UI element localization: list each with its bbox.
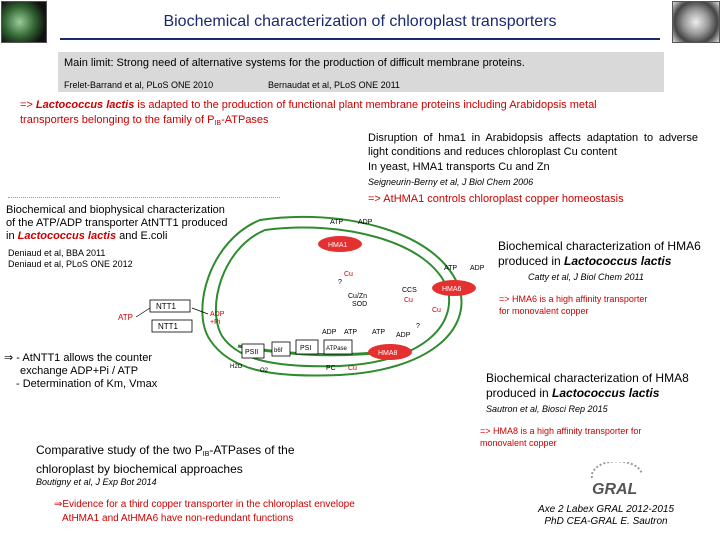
atpase-adp: ADP: [322, 329, 337, 336]
gral-logo: [582, 462, 652, 498]
hma8-adp: ADP: [396, 332, 411, 339]
hma1-label: HMA1: [328, 242, 348, 249]
hma6-question: ?: [416, 323, 420, 330]
pc-cu: Cu: [348, 365, 357, 372]
hma1-disruption-text: Disruption of hma1 in Arabidopsis affects adaptation to adverse light conditions and reduces chloroplast Cu content: [368, 132, 698, 158]
hma6-adp: ADP: [470, 265, 485, 272]
ref-bernaudat: Bernaudat et al, PLoS ONE 2011: [268, 80, 400, 90]
atpase-atp: ATP: [344, 329, 358, 336]
hma6-label: HMA6: [442, 286, 462, 293]
hma1-conclusion: => AtHMA1 controls chloroplast copper homeostasis: [368, 193, 624, 205]
b6f-label: b6f: [274, 348, 283, 354]
pc-label: PC: [326, 365, 336, 372]
hma6-conclusion: => HMA6 is a high affinity transporter for monovalent copper: [499, 294, 648, 316]
hma8-label: HMA8: [378, 350, 398, 357]
ntt1-label-2: NTT1: [158, 322, 178, 331]
atpase-label: ATPase: [326, 346, 347, 352]
hma1-cu: Cu: [344, 271, 353, 278]
hma1-atp: ATP: [330, 219, 344, 226]
ntt1-adp: ADP: [210, 311, 225, 318]
ref-frelet: Frelet-Barrand et al, PLoS ONE 2010: [64, 80, 214, 90]
lactococcus-statement-line2: transporters belonging to the family of $P_{IB}$-ATPases: [20, 114, 269, 127]
comparative-ref: Boutigny et al, J Exp Bot 2014: [36, 477, 157, 487]
ntt1-arrow-out: [192, 308, 208, 314]
hma1-question: ?: [338, 279, 342, 286]
ntt1-atp: ATP: [118, 313, 133, 322]
hma6-cu: Cu: [432, 307, 441, 314]
page-title: Biochemical characterization of chloroplast transporters: [163, 13, 557, 30]
o2-label: O2: [260, 368, 269, 374]
main-limit-text: Main limit: Strong need of alternative systems for the production of difficult membrane proteins.: [64, 57, 525, 69]
hma8-ref: Sautron et al, Biosci Rep 2015: [486, 404, 608, 414]
hma6-ref: Catty et al, J Biol Chem 2011: [528, 272, 644, 282]
hma1-ref: Seigneurin-Berny et al, J Biol Chem 2006: [368, 177, 534, 187]
comparative-evidence: ⇒Evidence for a third copper transporter in the chloroplast envelope AtHMA1 and AtHMA6 have non-redundant functions: [54, 499, 355, 524]
credits: Axe 2 Labex GRAL 2012-2015 PhD CEA-GRAL E. Sautron: [537, 504, 675, 527]
chloroplast-diagram: [110, 200, 490, 380]
hma8-conclusion: => HMA8 is a high affinity transporter for monovalent copper: [480, 426, 642, 448]
svg-text:GRAL: GRAL: [592, 481, 638, 498]
ntt1-divider: [8, 197, 280, 198]
psii-label: PSII: [245, 349, 259, 356]
hma1-adp: ADP: [358, 219, 373, 226]
cuzn-sod-label-2: SOD: [352, 301, 368, 308]
lactococcus-statement: [20, 99, 720, 111]
ntt1-ref1: Deniaud et al, BBA 2011: [8, 248, 106, 258]
ntt1-heading: Biochemical and biophysical characterization of the ATP/ADP transporter AtNTT1 produced in Lactococcus lactis and E.coli: [6, 204, 228, 242]
lactococcus-rest: is adapted to the production of functional plant membrane proteins including Arabidopsis metal: [134, 99, 597, 111]
lactococcus-name: Lactococcus lactis: [35, 99, 135, 111]
cuzn-sod-label-1: Cu/Zn: [348, 293, 368, 300]
hma1-yeast-text: In yeast, HMA1 transports Cu and Zn: [368, 161, 550, 173]
title-underline: [60, 38, 660, 40]
ntt1-ref2: Deniaud et al, PLoS ONE 2012: [8, 259, 133, 269]
ntt1-label-1: NTT1: [156, 302, 176, 311]
hma6-atp: ATP: [444, 265, 458, 272]
hma8-heading: Biochemical characterization of HMA8 produced in Lactococcus lactis: [486, 371, 689, 400]
hma6-heading: Biochemical characterization of HMA6 produced in Lactococcus lactis: [498, 239, 701, 268]
ccs-cu: Cu: [404, 297, 413, 304]
ntt1-pi: +Pi: [210, 319, 221, 326]
ntt1-arrow-in: [136, 308, 150, 317]
hma8-atp: ATP: [372, 329, 386, 336]
arrow-prefix: =>: [20, 99, 36, 111]
ccs-label: CCS: [402, 287, 417, 294]
psi-label: PSI: [300, 345, 312, 352]
comparative-heading: Comparative study of the two $P_{IB}$-ATPases of the chloroplast by biochemical approaches: [36, 443, 295, 476]
ntt1-conclusions: ⇒ - AtNTT1 allows the counter exchange ADP+Pi / ATP - Determination of Km, Vmax: [4, 352, 158, 390]
h2o-label: H2O: [230, 364, 243, 370]
